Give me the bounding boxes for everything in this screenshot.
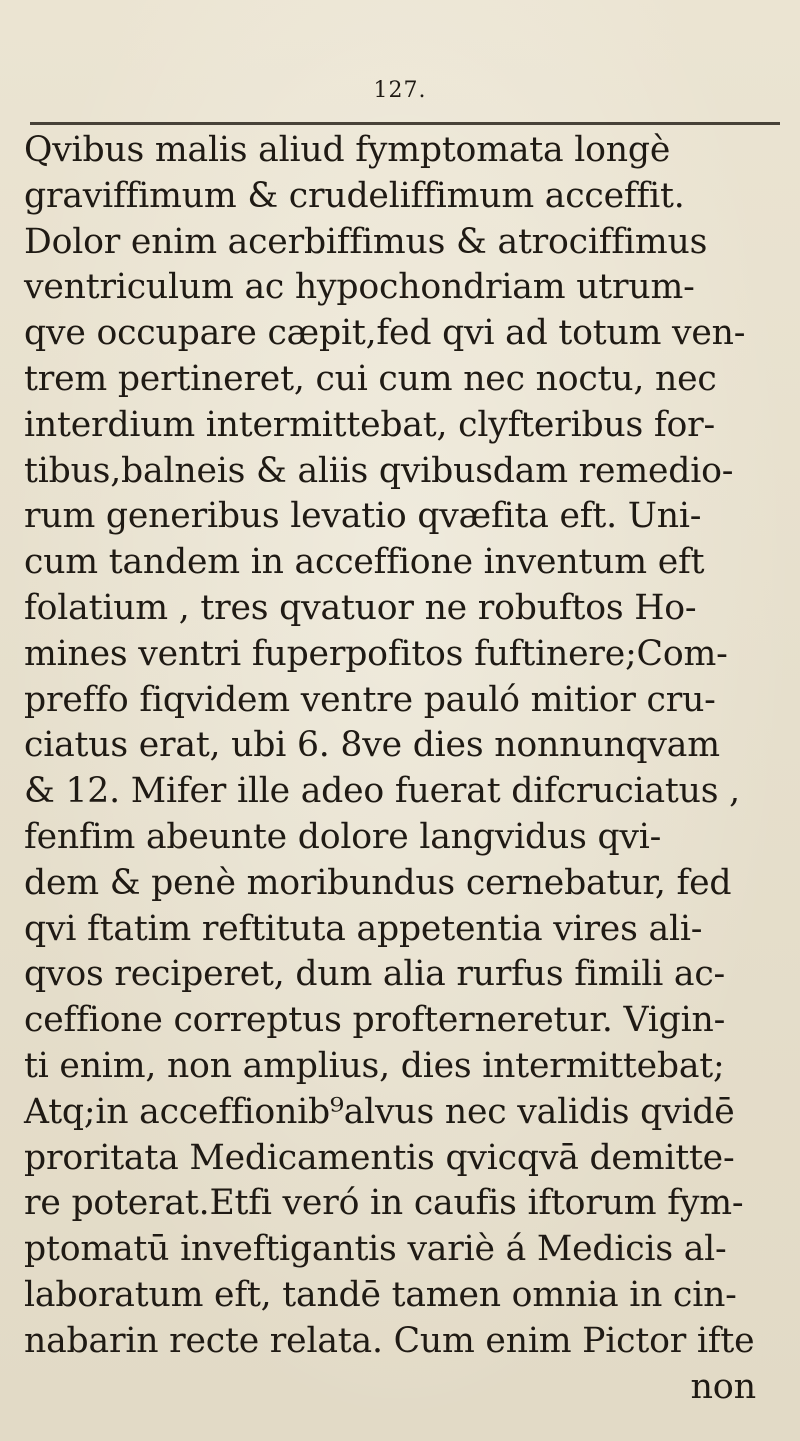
text-line: ciatus erat, ubi 6. 8ve dies nonnunqvam (24, 725, 720, 766)
text-line: proritata Medicamentis qvicqvā demitte- (24, 1137, 735, 1178)
page-number: 127. (373, 78, 427, 103)
text-line: Qvibus malis aliud fymptomata longè (24, 130, 671, 170)
text-line: fenfim abeunte dolore langvidus qvi- (24, 816, 662, 857)
text-line: ptomatū inveftigantis variè á Medicis al- (24, 1229, 727, 1270)
text-line: tibus,balneis & aliis qvibusdam remedio- (24, 450, 734, 491)
text-line: Atq;in acceffionib⁹alvus nec validis qvidē (24, 1091, 735, 1132)
text-line: folatium , tres qvatuor ne robuftos Ho- (24, 587, 697, 628)
text-line: re poterat.Etfi veró in caufis iftorum fym- (24, 1183, 744, 1224)
text-line: qvos reciperet, dum alia rurfus fimili ac- (24, 954, 726, 995)
text-line: & 12. Mifer ille adeo fuerat difcruciatus , (24, 771, 740, 812)
text-line: qve occupare cæpit,fed qvi ad totum ven- (24, 313, 746, 354)
text-line: trem pertineret, cui cum nec noctu, nec (24, 358, 717, 399)
text-line: nabarin recte relata. Cum enim Pictor ifte (24, 1320, 755, 1361)
text-line: laboratum eft, tandē tamen omnia in cin- (24, 1274, 737, 1315)
text-line: ti enim, non amplius, dies intermittebat; (24, 1045, 725, 1086)
text-line: cum tandem in acceffione inventum eft (24, 542, 705, 583)
text-line: Dolor enim acerbiffimus & atrociffimus (24, 221, 708, 262)
text-line: graviffimum & crudeliffimum acceffit. (24, 175, 685, 216)
text-line: mines ventri fuperpofitos fuftinere;Com- (24, 633, 728, 674)
text-line: rum generibus levatio qvæfita eft. Uni- (24, 496, 702, 537)
text-line: dem & penè moribundus cernebatur, fed (24, 862, 732, 903)
body-text (24, 128, 784, 1410)
catchword: non (690, 1366, 756, 1407)
header-rule (30, 122, 780, 125)
text-line: preffo fiqvidem ventre pauló mitior cru- (24, 679, 716, 720)
text-line: ceffione correptus profterneretur. Vigin- (24, 1000, 726, 1041)
text-line: ventriculum ac hypochondriam utrum- (24, 267, 695, 308)
text-line: interdium intermittebat, clyfteribus for- (24, 404, 716, 445)
text-line: qvi ftatim reftituta appetentia vires ali- (24, 908, 703, 949)
